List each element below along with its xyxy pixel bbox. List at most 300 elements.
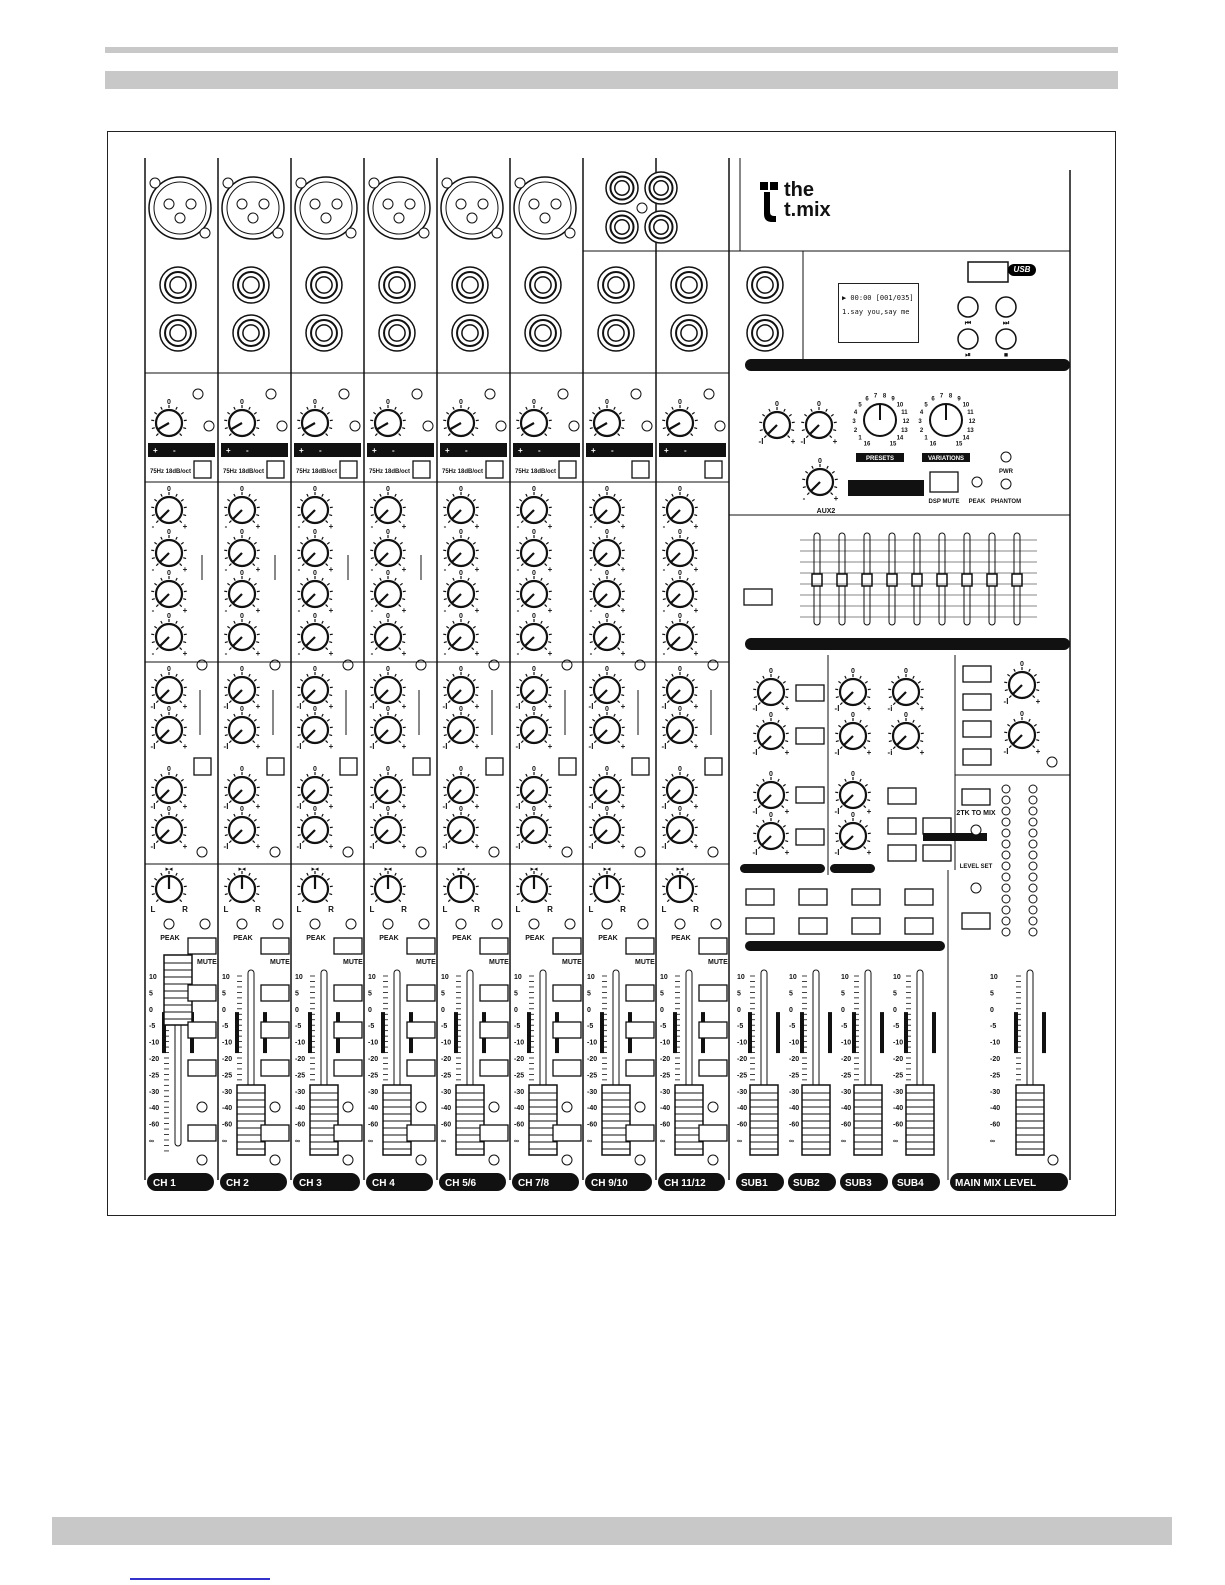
aux1-return-knob[interactable] — [759, 401, 796, 446]
fader-cap-body[interactable] — [456, 1085, 484, 1155]
sub-assign-button[interactable] — [188, 1060, 216, 1076]
pre-post-button[interactable] — [486, 758, 503, 775]
pan-knob[interactable] — [297, 871, 333, 902]
signal-led — [350, 421, 360, 431]
fader-cap[interactable] — [1016, 1085, 1044, 1155]
mute-button[interactable] — [407, 938, 435, 954]
eq-knob-2[interactable] — [589, 529, 625, 574]
solo-button[interactable] — [188, 1125, 216, 1141]
fader-cap[interactable] — [802, 1085, 830, 1155]
solo-button[interactable] — [480, 1125, 508, 1141]
knob-tick — [691, 701, 693, 703]
aux-master-button[interactable] — [796, 787, 824, 803]
knob-tick — [619, 719, 621, 721]
sub-assign-button[interactable] — [261, 1060, 289, 1076]
channel-fader[interactable] — [295, 970, 340, 1155]
sub-assign-button[interactable] — [553, 985, 581, 1001]
hpf-button[interactable] — [486, 461, 503, 478]
sub-assign-button[interactable] — [746, 918, 774, 934]
gain-knob[interactable] — [589, 399, 625, 436]
eq-knob-3[interactable] — [589, 570, 625, 615]
tape-level-knob[interactable] — [1004, 661, 1041, 706]
line-input-left-jack[interactable] — [598, 267, 634, 303]
knob-tick — [307, 814, 308, 817]
knob-tick — [541, 578, 542, 581]
knob-tick — [395, 873, 396, 876]
effect-assign-button[interactable] — [888, 788, 916, 804]
aux-knob-4[interactable] — [662, 806, 699, 851]
fader-cap[interactable] — [383, 1085, 411, 1155]
sub-assign-button[interactable] — [188, 985, 216, 1001]
aux-knob-2[interactable] — [516, 706, 553, 751]
sub-assign-button[interactable] — [334, 1060, 362, 1076]
aux2-send-knob[interactable] — [802, 458, 838, 503]
gain-knob[interactable] — [370, 399, 406, 436]
line-input-jack[interactable] — [306, 267, 342, 303]
sub-assign-button[interactable] — [626, 1022, 654, 1038]
fader-cap[interactable] — [237, 1085, 265, 1155]
xlr-input[interactable] — [222, 177, 284, 239]
sub-fader[interactable] — [893, 970, 936, 1155]
line-input-jack[interactable] — [452, 267, 488, 303]
presets-dial[interactable] — [852, 393, 910, 462]
mute-button[interactable] — [480, 938, 508, 954]
knob-tick — [329, 795, 332, 796]
knob-tick — [592, 779, 594, 781]
eq-knob-4[interactable] — [151, 613, 187, 658]
aux-knob-4[interactable] — [224, 806, 261, 851]
gain-knob[interactable] — [516, 399, 552, 436]
variations-dial[interactable] — [918, 393, 976, 462]
aux-master-knob-1[interactable] — [753, 668, 790, 713]
line-input-jack[interactable] — [160, 267, 196, 303]
fader-scale-label: -20 — [149, 1056, 160, 1063]
aux-knob-3[interactable] — [151, 766, 188, 811]
mute-button[interactable] — [553, 938, 581, 954]
phones-level-knob[interactable] — [1004, 711, 1041, 756]
pan-knob[interactable] — [224, 871, 260, 902]
eq-knob-2[interactable] — [516, 529, 552, 574]
sub-assign-button[interactable] — [699, 985, 727, 1001]
sub-assign-button[interactable] — [746, 889, 774, 905]
aux-return-jack[interactable] — [747, 267, 783, 303]
sub-assign-button[interactable] — [407, 985, 435, 1001]
hpf-button[interactable] — [340, 461, 357, 478]
gain-knob[interactable] — [224, 399, 260, 436]
fader-cap-body[interactable] — [750, 1085, 778, 1155]
knob-tick — [225, 795, 228, 796]
player-button[interactable] — [996, 297, 1016, 317]
eq-knob-1[interactable] — [516, 486, 552, 531]
pan-knob[interactable] — [662, 871, 698, 902]
tk-to-mix-button[interactable] — [962, 789, 990, 805]
knob-tick — [326, 434, 328, 436]
eq-knob-3[interactable] — [151, 570, 187, 615]
knob-tick — [694, 642, 697, 643]
sub-fader[interactable] — [737, 970, 780, 1155]
knob-tick — [521, 648, 523, 650]
aux-knob-2[interactable] — [297, 706, 334, 751]
effect-send-knob-2[interactable] — [835, 712, 872, 757]
fader-cap[interactable] — [906, 1085, 934, 1155]
sub-assign-button[interactable] — [699, 1022, 727, 1038]
fader-cap-body[interactable] — [854, 1085, 882, 1155]
fader-cap-body[interactable] — [1016, 1085, 1044, 1155]
eq-knob-2[interactable] — [370, 529, 406, 574]
channel-fader[interactable] — [441, 970, 486, 1155]
aux-knob-2[interactable] — [443, 706, 480, 751]
aux-master-button[interactable] — [796, 685, 824, 701]
eq-knob-2[interactable] — [224, 529, 260, 574]
gain-knob[interactable] — [151, 399, 187, 436]
aux-knob-4[interactable] — [443, 806, 480, 851]
channel-fader[interactable] — [149, 955, 194, 1151]
effect-send-knob-1[interactable] — [835, 668, 872, 713]
line-input-jack[interactable] — [379, 267, 415, 303]
eq-knob-1[interactable] — [443, 486, 479, 531]
hpf-button[interactable] — [267, 461, 284, 478]
meter-led — [1002, 796, 1010, 804]
aux-knob-3[interactable] — [297, 766, 334, 811]
hpf-button[interactable] — [559, 461, 576, 478]
sub-assign-button[interactable] — [480, 1060, 508, 1076]
xlr-input[interactable] — [514, 177, 576, 239]
aux-knob-1[interactable] — [662, 666, 699, 711]
knob-tick — [545, 801, 547, 803]
dsp-mute-button[interactable] — [930, 472, 958, 492]
mute-label: MUTE — [708, 959, 728, 966]
master-button[interactable] — [963, 694, 991, 710]
knob-tick — [694, 835, 697, 836]
fader-scale-label: 10 — [841, 974, 849, 981]
solo-button[interactable] — [407, 1125, 435, 1141]
master-button[interactable] — [963, 721, 991, 737]
knob-tick — [541, 714, 542, 717]
screw-icon — [270, 1155, 280, 1165]
effect-send-knob-3[interactable] — [835, 771, 872, 816]
fader-scale-label: -30 — [737, 1088, 748, 1096]
fader-cap[interactable] — [529, 1085, 557, 1155]
eq-knob-1[interactable] — [589, 486, 625, 531]
aux-master-button[interactable] — [796, 829, 824, 845]
fader-cap-body[interactable] — [602, 1085, 630, 1155]
eq-knob-4[interactable] — [370, 613, 406, 658]
sub-assign-button[interactable] — [407, 1022, 435, 1038]
aux-knob-1[interactable] — [516, 666, 553, 711]
rca-jack[interactable] — [606, 211, 638, 243]
aux-knob-1[interactable] — [151, 666, 188, 711]
insert-jack[interactable] — [160, 315, 196, 351]
xlr-input[interactable] — [441, 177, 503, 239]
eq-knob-2[interactable] — [443, 529, 479, 574]
sub-assign-button[interactable] — [905, 918, 933, 934]
eq-knob-4[interactable] — [516, 613, 552, 658]
mute-button[interactable] — [188, 938, 216, 954]
pre-post-button[interactable] — [559, 758, 576, 775]
knob-tick — [592, 878, 594, 880]
aux-knob-1[interactable] — [589, 666, 626, 711]
geq-bypass-button[interactable] — [744, 589, 772, 605]
pan-knob[interactable] — [151, 871, 187, 902]
sub-assign-button[interactable] — [852, 889, 880, 905]
aux-knob-4[interactable] — [370, 806, 407, 851]
eq-knob-1[interactable] — [662, 486, 698, 531]
sub-assign-button[interactable] — [261, 985, 289, 1001]
fader-cap[interactable] — [750, 1085, 778, 1155]
xlr-input[interactable] — [368, 177, 430, 239]
knob-max-label: + — [255, 522, 261, 531]
rca-jack[interactable] — [645, 211, 677, 243]
pre-post-button[interactable] — [340, 758, 357, 775]
knob-tick — [619, 499, 621, 501]
player-button[interactable] — [958, 297, 978, 317]
eq-knob-3[interactable] — [297, 570, 333, 615]
aux-master-knob-3[interactable] — [753, 771, 790, 816]
knob-max-label: + — [401, 565, 407, 574]
eq-knob-4[interactable] — [297, 613, 333, 658]
aux-master-knob-4[interactable] — [753, 812, 790, 857]
hpf-button[interactable] — [413, 461, 430, 478]
mute-button[interactable] — [626, 938, 654, 954]
mute-button[interactable] — [261, 938, 289, 954]
aux-return-jack[interactable] — [747, 315, 783, 351]
channel-fader[interactable] — [368, 970, 413, 1155]
aux-knob-3[interactable] — [443, 766, 480, 811]
fader-cap[interactable] — [854, 1085, 882, 1155]
sub-assign-button[interactable] — [480, 985, 508, 1001]
knob-max-label: + — [474, 606, 480, 615]
sub-assign-button[interactable] — [553, 1060, 581, 1076]
eq-knob-1[interactable] — [370, 486, 406, 531]
sub-assign-button[interactable] — [480, 1022, 508, 1038]
aux-knob-3[interactable] — [370, 766, 407, 811]
master-button[interactable] — [963, 666, 991, 682]
aux-knob-2[interactable] — [224, 706, 261, 751]
pre-post-button[interactable] — [194, 758, 211, 775]
knob-tick — [519, 779, 521, 781]
knob-tick — [614, 814, 615, 817]
aux-knob-4[interactable] — [589, 806, 626, 851]
knob-tick — [298, 642, 301, 643]
pan-knob[interactable] — [516, 871, 552, 902]
aux-knob-4[interactable] — [151, 806, 188, 851]
knob-tick — [619, 626, 621, 628]
insert-jack[interactable] — [233, 315, 269, 351]
player-button[interactable] — [958, 329, 978, 349]
sub-assign-button[interactable] — [334, 985, 362, 1001]
xlr-input[interactable] — [149, 177, 211, 239]
effect-assign-button[interactable] — [923, 845, 951, 861]
sub-assign-button[interactable] — [699, 1060, 727, 1076]
fader-cap[interactable] — [675, 1085, 703, 1155]
eq-knob-3[interactable] — [224, 570, 260, 615]
fader-cap-body[interactable] — [237, 1085, 265, 1155]
main-fader[interactable] — [990, 970, 1046, 1155]
pre-post-button[interactable] — [705, 758, 722, 775]
sub-assign-button[interactable] — [905, 889, 933, 905]
eq-knob-4[interactable] — [589, 613, 625, 658]
insert-jack[interactable] — [306, 315, 342, 351]
knob-tick — [526, 873, 527, 876]
xlr-input[interactable] — [295, 177, 357, 239]
line-input-left-jack[interactable] — [671, 267, 707, 303]
solo-button[interactable] — [261, 1125, 289, 1141]
aux-knob-1[interactable] — [224, 666, 261, 711]
channel-fader[interactable] — [660, 970, 705, 1155]
aux-knob-1[interactable] — [370, 666, 407, 711]
solo-button[interactable] — [334, 1125, 362, 1141]
eq-knob-4[interactable] — [662, 613, 698, 658]
fader-scale-label: -25 — [514, 1072, 525, 1080]
fader-cap[interactable] — [310, 1085, 338, 1155]
rca-jack[interactable] — [645, 172, 677, 204]
knob-zero-label: 0 — [386, 486, 390, 493]
insert-jack[interactable] — [379, 315, 415, 351]
fader-scale-label: 5 — [990, 990, 994, 998]
gain-knob[interactable] — [297, 399, 333, 436]
knob-tick — [754, 841, 757, 842]
pre-post-button[interactable] — [632, 758, 649, 775]
eq-knob-2[interactable] — [151, 529, 187, 574]
hpf-button[interactable] — [194, 461, 211, 478]
effect-assign-button[interactable] — [888, 818, 916, 834]
dial-number: 4 — [919, 410, 924, 417]
pan-knob[interactable] — [443, 871, 479, 902]
solo-button[interactable] — [626, 1125, 654, 1141]
knob-tick — [395, 407, 396, 410]
pre-post-button[interactable] — [267, 758, 284, 775]
eq-knob-1[interactable] — [297, 486, 333, 531]
meter-led — [1002, 884, 1010, 892]
sub-assign-button[interactable] — [799, 918, 827, 934]
fader-cap[interactable] — [602, 1085, 630, 1155]
channel-fader[interactable] — [587, 970, 632, 1155]
eq-knob-3[interactable] — [443, 570, 479, 615]
fader-cap-body[interactable] — [310, 1085, 338, 1155]
knob-tick — [380, 621, 381, 624]
mute-button[interactable] — [699, 938, 727, 954]
meter-led — [1002, 829, 1010, 837]
knob-tick — [156, 564, 158, 566]
effect-return-knob-2[interactable] — [888, 712, 925, 757]
knob-min-label: -I — [752, 704, 758, 713]
pan-knob[interactable] — [370, 871, 406, 902]
aux-knob-2[interactable] — [662, 706, 699, 751]
fader-cap-body[interactable] — [383, 1085, 411, 1155]
pre-post-button[interactable] — [413, 758, 430, 775]
eq-knob-3[interactable] — [516, 570, 552, 615]
aux-knob-2[interactable] — [151, 706, 188, 751]
fader-cap-body[interactable] — [675, 1085, 703, 1155]
sub-assign-button[interactable] — [407, 1060, 435, 1076]
knob-tick — [373, 679, 375, 681]
aux-knob-4[interactable] — [516, 806, 553, 851]
aux-knob-3[interactable] — [224, 766, 261, 811]
eq-knob-4[interactable] — [224, 613, 260, 658]
insert-jack[interactable] — [525, 315, 561, 351]
sub-assign-button[interactable] — [553, 1022, 581, 1038]
mute-button[interactable] — [334, 938, 362, 954]
sub-assign-button[interactable] — [799, 889, 827, 905]
line-input-right-jack[interactable] — [671, 315, 707, 351]
knob-tick — [322, 674, 323, 677]
insert-jack[interactable] — [452, 315, 488, 351]
aux-knob-2[interactable] — [370, 706, 407, 751]
effect-assign-button[interactable] — [888, 845, 916, 861]
sub-fader[interactable] — [841, 970, 884, 1155]
fader-scale-label: -10 — [660, 1039, 671, 1047]
knob-tick — [180, 648, 182, 650]
aux-knob-1[interactable] — [297, 666, 334, 711]
gain-knob[interactable] — [443, 399, 479, 436]
eq-knob-3[interactable] — [662, 570, 698, 615]
solo-button[interactable] — [699, 1125, 727, 1141]
sub-assign-button[interactable] — [188, 1022, 216, 1038]
eq-knob-1[interactable] — [224, 486, 260, 531]
aux2-return-knob[interactable] — [801, 401, 838, 446]
sub-assign-button[interactable] — [626, 985, 654, 1001]
effect-send-knob-4[interactable] — [835, 812, 872, 857]
aux-knob-1[interactable] — [443, 666, 480, 711]
sub-assign-button[interactable] — [626, 1060, 654, 1076]
pan-knob[interactable] — [589, 871, 625, 902]
eq-knob-2[interactable] — [297, 529, 333, 574]
eq-knob-2[interactable] — [662, 529, 698, 574]
line-input-jack[interactable] — [233, 267, 269, 303]
solo-button[interactable] — [553, 1125, 581, 1141]
eq-knob-4[interactable] — [443, 613, 479, 658]
usb-port[interactable] — [968, 262, 1008, 282]
aux-knob-4[interactable] — [297, 806, 334, 851]
aux-master-button[interactable] — [796, 728, 824, 744]
knob-max-label: + — [182, 522, 188, 531]
sub-assign-button[interactable] — [852, 918, 880, 934]
aux-master-knob-2[interactable] — [753, 712, 790, 757]
aux-knob-3[interactable] — [662, 766, 699, 811]
effect-assign-button[interactable] — [923, 818, 951, 834]
jack-hole — [681, 325, 697, 341]
fader-cap[interactable] — [456, 1085, 484, 1155]
rca-jack[interactable] — [606, 172, 638, 204]
eq-knob-1[interactable] — [151, 486, 187, 531]
sub-assign-button[interactable] — [334, 1022, 362, 1038]
sub-assign-button[interactable] — [261, 1022, 289, 1038]
hpf-button[interactable] — [705, 461, 722, 478]
aux-knob-3[interactable] — [516, 766, 553, 811]
player-button[interactable] — [996, 329, 1016, 349]
eq-knob-3[interactable] — [370, 570, 406, 615]
gain-knob[interactable] — [662, 399, 698, 436]
fader-cap-body[interactable] — [906, 1085, 934, 1155]
hpf-button[interactable] — [632, 461, 649, 478]
main-solo-button[interactable] — [962, 913, 990, 929]
aux-knob-2[interactable] — [589, 706, 626, 751]
channel-fader[interactable] — [222, 970, 267, 1155]
screw-icon — [193, 389, 203, 399]
effect-return-knob-1[interactable] — [888, 668, 925, 713]
fader-scale-label: -60 — [893, 1121, 904, 1129]
xlr-pin — [321, 213, 331, 223]
line-input-right-jack[interactable] — [598, 315, 634, 351]
channel-fader[interactable] — [514, 970, 559, 1155]
fader-cap-body[interactable] — [529, 1085, 557, 1155]
line-input-jack[interactable] — [525, 267, 561, 303]
master-button[interactable] — [963, 749, 991, 765]
sub-fader[interactable] — [789, 970, 832, 1155]
aux-knob-3[interactable] — [589, 766, 626, 811]
fader-cap-body[interactable] — [802, 1085, 830, 1155]
gain-plus-label: + — [518, 446, 523, 455]
